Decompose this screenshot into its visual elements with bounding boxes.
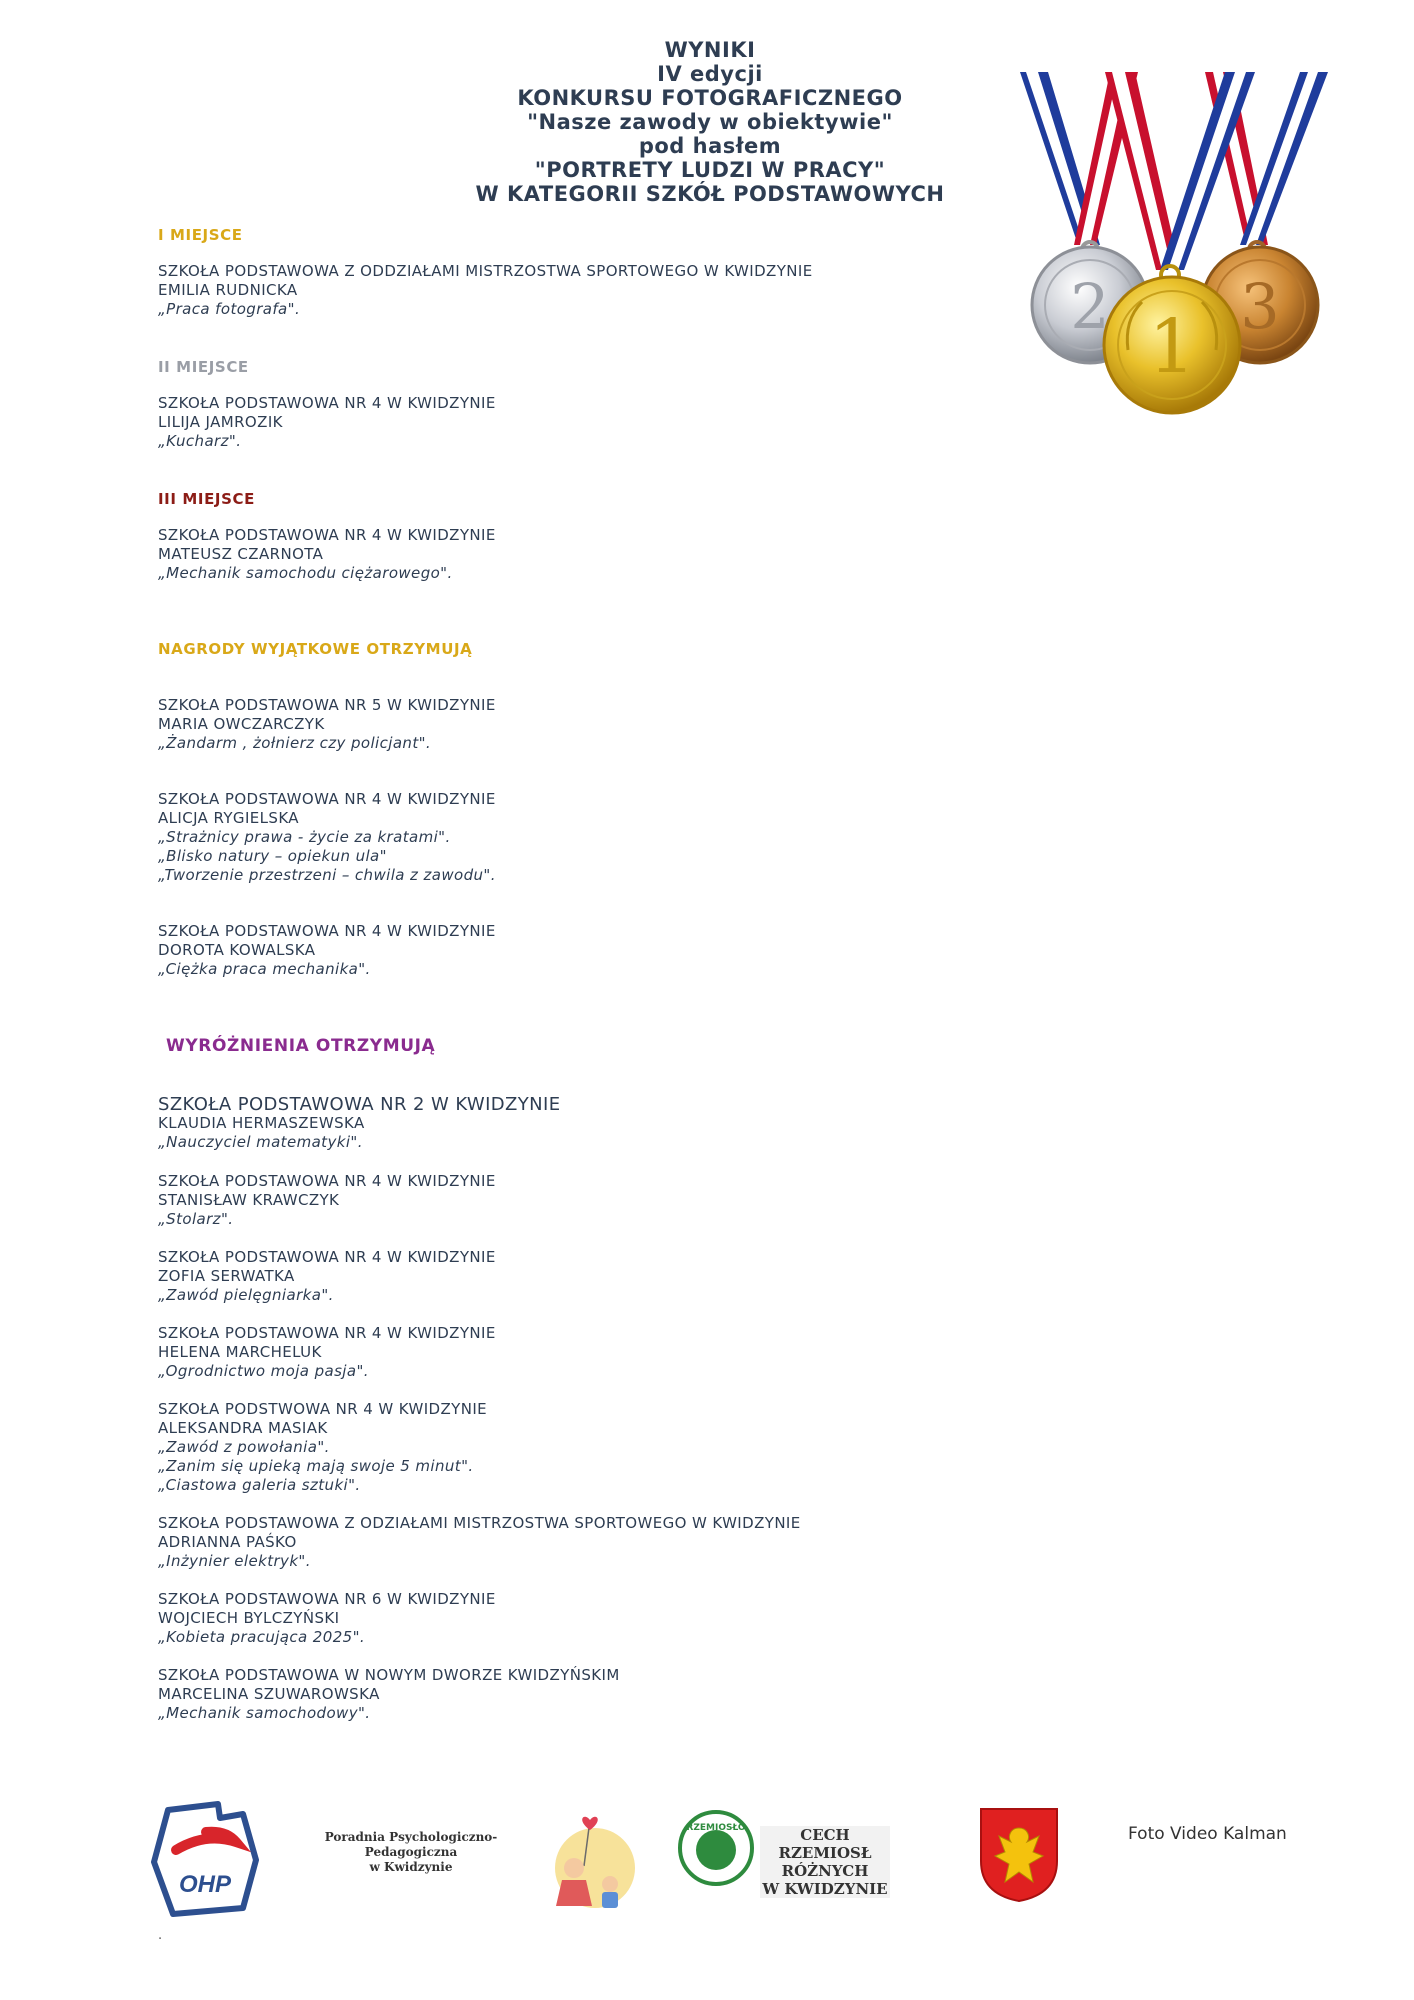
special-award-entry: [158, 790, 496, 885]
results-title-block: [430, 38, 990, 206]
school-name: SZKOŁA PODSTAWOWA NR 2 W KWIDZYNIE: [158, 1094, 561, 1115]
student-name: ALEKSANDRA MASIAK: [158, 1419, 328, 1437]
cech-line: W KWIDZYNIE: [762, 1880, 888, 1898]
cech-rzemiosl-text: [760, 1826, 890, 1898]
work-title: „Ciastowa galeria sztuki".: [158, 1476, 361, 1494]
special-awards-heading: NAGRODY WYJĄTKOWE OTRZYMUJĄ: [158, 640, 473, 658]
cech-badge-text: RZEMIOSŁO: [686, 1823, 746, 1833]
school-name: SZKOŁA PODSTAWOWA Z ODDZIAŁAMI MISTRZOSTWA SPORTOWEGO W KWIDZYNIE: [158, 262, 813, 280]
bronze-medal-number: 3: [1240, 270, 1280, 343]
ohp-logo-text: OHP: [178, 1871, 232, 1898]
distinction-entry: [158, 1666, 620, 1723]
poradnia-name: Poradnia Psychologiczno-Pedagogiczna: [324, 1830, 498, 1859]
poradnia-logo-text: [296, 1830, 526, 1875]
school-name: SZKOŁA PODSTAWOWA NR 4 W KWIDZYNIE: [158, 1248, 496, 1266]
work-title: „Ciężka praca mechanika".: [158, 960, 371, 978]
work-title: „Strażnicy prawa - życie za kratami".: [158, 828, 451, 846]
title-line: KONKURSU FOTOGRAFICZNEGO: [517, 86, 903, 110]
title-line: pod hasłem: [638, 134, 782, 158]
school-name: SZKOŁA PODSTAWOWA W NOWYM DWORZE KWIDZYŃSKIM: [158, 1666, 620, 1684]
work-title: „Kobieta pracująca 2025".: [158, 1628, 366, 1646]
school-name: SZKOŁA PODSTAWOWA Z ODZIAŁAMI MISTRZOSTWA SPORTOWEGO W KWIDZYNIE: [158, 1514, 801, 1532]
work-title: „Ogrodnictwo moja pasja".: [158, 1362, 369, 1380]
special-award-entry: [158, 922, 496, 979]
distinction-entry: [158, 1324, 496, 1381]
student-name: ZOFIA SERWATKA: [158, 1267, 295, 1285]
distinction-entry: [158, 1400, 487, 1495]
school-name: SZKOŁA PODSTAWOWA NR 4 W KWIDZYNIE: [158, 1172, 496, 1190]
school-name: SZKOŁA PODSTAWOWA NR 4 W KWIDZYNIE: [158, 1324, 496, 1342]
ohp-logo: [148, 1800, 263, 1918]
distinction-entry: [158, 1514, 801, 1571]
distinction-entry: [158, 1590, 496, 1647]
special-award-entry: [158, 696, 496, 753]
school-name: SZKOŁA PODSTAWOWA NR 4 W KWIDZYNIE: [158, 790, 496, 808]
student-name: MARIA OWCZARCZYK: [158, 715, 325, 733]
title-line: "PORTRETY LUDZI W PRACY": [534, 158, 886, 182]
second-place-entry: [158, 394, 496, 451]
work-title: „Mechanik samochodu ciężarowego".: [158, 564, 453, 582]
work-title: „Zawód pielęgniarka".: [158, 1286, 334, 1304]
medals-illustration: [1000, 70, 1340, 420]
student-name: MARCELINA SZUWAROWSKA: [158, 1685, 380, 1703]
third-place-heading: III MIEJSCE: [158, 490, 255, 508]
work-title: „Żandarm , żołnierz czy policjant".: [158, 734, 432, 752]
school-name: SZKOŁA PODSTAWOWA NR 6 W KWIDZYNIE: [158, 1590, 496, 1608]
work-title: „Zanim się upieką mają swoje 5 minut".: [158, 1457, 474, 1475]
gold-medal-number: 1: [1148, 304, 1196, 390]
distinctions-heading: WYRÓŻNIENIA OTRZYMUJĄ: [166, 1036, 436, 1056]
work-title: „Stolarz".: [158, 1210, 234, 1228]
school-name: SZKOŁA PODSTAWOWA NR 4 W KWIDZYNIE: [158, 526, 496, 544]
work-title: „Inżynier elektryk".: [158, 1552, 311, 1570]
work-title: „Nauczyciel matematyki".: [158, 1133, 363, 1151]
cech-line: RÓŻNYCH: [781, 1862, 869, 1880]
cech-line: CECH RZEMIOSŁ: [778, 1826, 872, 1862]
school-name: SZKOŁA PODSTAWOWA NR 4 W KWIDZYNIE: [158, 394, 496, 412]
school-name: SZKOŁA PODSTAWOWA NR 5 W KWIDZYNIE: [158, 696, 496, 714]
student-name: ADRIANNA PAŚKO: [158, 1533, 297, 1551]
student-name: EMILIA RUDNICKA: [158, 281, 298, 299]
second-place-heading: II MIEJSCE: [158, 358, 249, 376]
work-title: „Blisko natury – opiekun ula": [158, 847, 387, 865]
poradnia-children-illustration: [540, 1806, 640, 1916]
cech-rzemiosl-logo: [676, 1808, 756, 1888]
poradnia-city: w Kwidzynie: [369, 1860, 453, 1874]
distinction-entry: [158, 1172, 496, 1229]
footer-dot: .: [158, 1928, 163, 1943]
work-title: „Zawód z powołania".: [158, 1438, 330, 1456]
title-line: IV edycji: [657, 62, 763, 86]
work-title: „Mechanik samochodowy".: [158, 1704, 371, 1722]
title-line: W KATEGORII SZKÓŁ PODSTAWOWYCH: [475, 182, 945, 206]
student-name: KLAUDIA HERMASZEWSKA: [158, 1114, 365, 1132]
student-name: ALICJA RYGIELSKA: [158, 809, 299, 827]
first-place-entry: [158, 262, 813, 319]
title-line: "Nasze zawody w obiektywie": [527, 110, 893, 134]
student-name: WOJCIECH BYLCZYŃSKI: [158, 1609, 340, 1627]
third-place-entry: [158, 526, 496, 583]
school-name: SZKOŁA PODSTAWOWA NR 4 W KWIDZYNIE: [158, 922, 496, 940]
student-name: MATEUSZ CZARNOTA: [158, 545, 324, 563]
work-title: „Praca fotografa".: [158, 300, 301, 318]
student-name: LILIJA JAMROZIK: [158, 413, 283, 431]
distinction-entry: [158, 1248, 496, 1305]
kwidzyn-coat-of-arms: [978, 1806, 1060, 1904]
student-name: HELENA MARCHELUK: [158, 1343, 322, 1361]
work-title: „Tworzenie przestrzeni – chwila z zawodu".: [158, 866, 496, 884]
distinction-entry: [158, 1095, 561, 1152]
school-name: SZKOŁA PODSTWOWA NR 4 W KWIDZYNIE: [158, 1400, 488, 1418]
work-title: „Kucharz".: [158, 432, 242, 450]
first-place-heading: I MIEJSCE: [158, 226, 243, 244]
student-name: DOROTA KOWALSKA: [158, 941, 316, 959]
foto-video-kalman-credit: Foto Video Kalman: [1128, 1824, 1287, 1844]
silver-medal-number: 2: [1070, 270, 1110, 343]
title-line: WYNIKI: [664, 38, 756, 62]
student-name: STANISŁAW KRAWCZYK: [158, 1191, 340, 1209]
